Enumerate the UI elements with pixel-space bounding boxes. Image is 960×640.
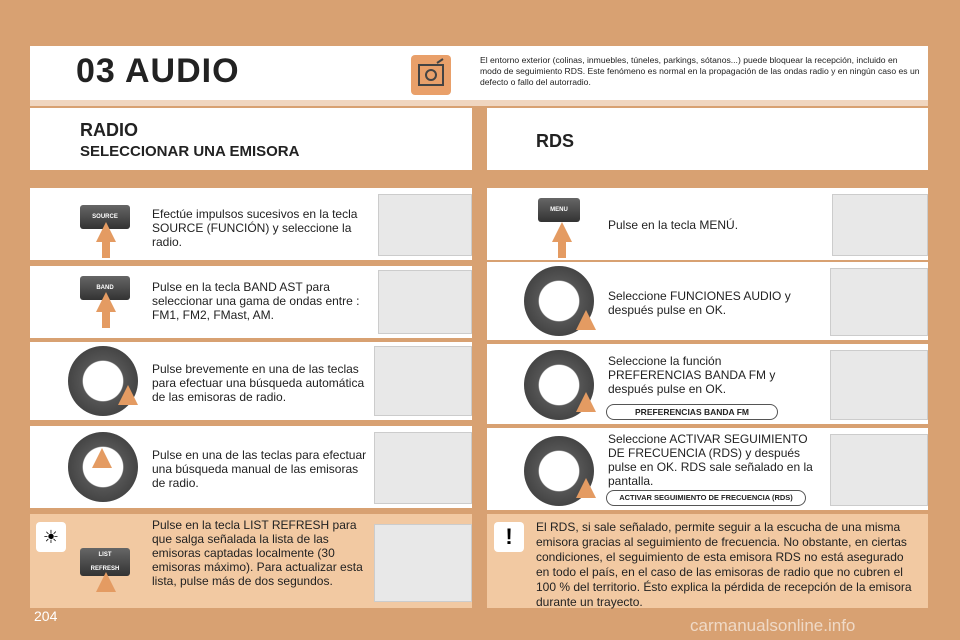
tip-lightbulb-icon: ☀ <box>36 522 66 552</box>
reception-note: El entorno exterior (colinas, inmuebles, túneles, parkings, sótanos...) puede bloquear la recepción, incluido en modo de seguimiento RDS. Este fenómeno es normal en la propagación de las ondas radio y en ningún caso es un defecto o fallo del autorradio. <box>480 55 920 87</box>
rds-step-3-text: Seleccione la función PREFERENCIAS BANDA FM y después pulse en OK. <box>608 354 776 396</box>
header-divider <box>30 100 928 106</box>
radio-unit-image <box>378 270 472 334</box>
page-title: 03 AUDIO <box>76 52 240 90</box>
press-arrow-icon <box>92 448 112 468</box>
press-arrow-icon <box>118 385 138 405</box>
radio-step-1-text: Efectúe impulsos sucesivos en la tecla SOURCE (FUNCIÓN) y seleccione la radio. <box>152 207 358 249</box>
radio-step-2-text: Pulse en la tecla BAND AST para seleccionar una gama de ondas entre : FM1, FM2, FMast, AM. <box>152 280 360 322</box>
step-number: 1 <box>492 196 522 226</box>
radio-unit-image <box>830 434 928 506</box>
press-arrow-shaft <box>102 240 110 258</box>
press-arrow-icon <box>96 222 116 242</box>
press-arrow-icon <box>576 392 596 412</box>
radio-unit-image <box>830 350 928 420</box>
step-number: 2 <box>492 270 522 300</box>
page-number: 204 <box>34 608 58 624</box>
menu-key: MENU <box>538 198 580 222</box>
source-key: SOURCE <box>80 205 130 229</box>
step-number: 4 <box>492 436 522 466</box>
tip-text: Pulse en la tecla LIST REFRESH para que salga señalada la lista de las emisoras captadas localmente (30 emisoras máximo). Para actualizar esta lista, pulse más de dos segundos. <box>152 518 363 588</box>
press-arrow-icon <box>96 292 116 312</box>
rds-step-1-text: Pulse en la tecla MENÚ. <box>608 218 739 232</box>
audio-icon <box>411 55 451 95</box>
list-refresh-key: LIST REFRESH <box>80 548 130 576</box>
step-number: 4 <box>34 432 64 462</box>
press-arrow-shaft <box>558 240 566 258</box>
radio-unit-image <box>374 432 472 504</box>
preferencias-banda-fm-screen-label: PREFERENCIAS BANDA FM <box>606 404 778 420</box>
watermark: carmanualsonline.info <box>690 616 856 635</box>
navigation-dial-icon <box>68 346 138 416</box>
step-number: 3 <box>34 348 64 378</box>
radio-step-4-text: Pulse en una de las teclas para efectuar una búsqueda manual de las emisoras de radio. <box>152 448 367 490</box>
rds-step-2-text: Seleccione FUNCIONES AUDIO y después pulse en OK. <box>608 289 791 317</box>
radio-title: RADIO <box>80 120 138 140</box>
activar-seguimiento-screen-label: ACTIVAR SEGUIMIENTO DE FRECUENCIA (RDS) <box>606 490 806 506</box>
step-number: 1 <box>34 196 64 226</box>
rds-title: RDS <box>536 131 575 151</box>
step-number: 3 <box>492 350 522 380</box>
rds-warning-text: El RDS, si sale señalado, permite seguir a la escucha de una misma emisora gracias al seguimiento de frecuencia. No obstante, en ciertas condiciones, el seguimiento de esta emisora RDS no está asegurado en todo el país, en el caso de las emisoras de radio que no cubren el 100 % del territorio. Ésto explica la pérdida de recepción de la emisora durante un trayecto. <box>536 520 912 609</box>
radio-unit-image <box>832 194 928 256</box>
rds-step-4-text: Seleccione ACTIVAR SEGUIMIENTO DE FRECUENCIA (RDS) y después pulse en OK. RDS sale señalado en la pantalla. <box>608 432 813 488</box>
press-arrow-icon <box>576 478 596 498</box>
press-arrow-icon <box>552 222 572 242</box>
radio-subtitle: SELECCIONAR UNA EMISORA <box>80 143 300 160</box>
band-key: BAND <box>80 276 130 300</box>
radio-unit-image <box>378 194 472 256</box>
press-arrow-icon <box>96 572 116 592</box>
press-arrow-shaft <box>102 310 110 328</box>
radio-unit-image <box>374 346 472 416</box>
warning-exclamation-icon: ! <box>494 522 524 552</box>
radio-step-3-text: Pulse brevemente en una de las teclas para efectuar una búsqueda automática de las emisoras de radio. <box>152 362 365 404</box>
press-arrow-icon <box>576 310 596 330</box>
step-number: 2 <box>34 272 64 302</box>
radio-unit-image <box>830 268 928 336</box>
radio-unit-image <box>374 524 472 602</box>
